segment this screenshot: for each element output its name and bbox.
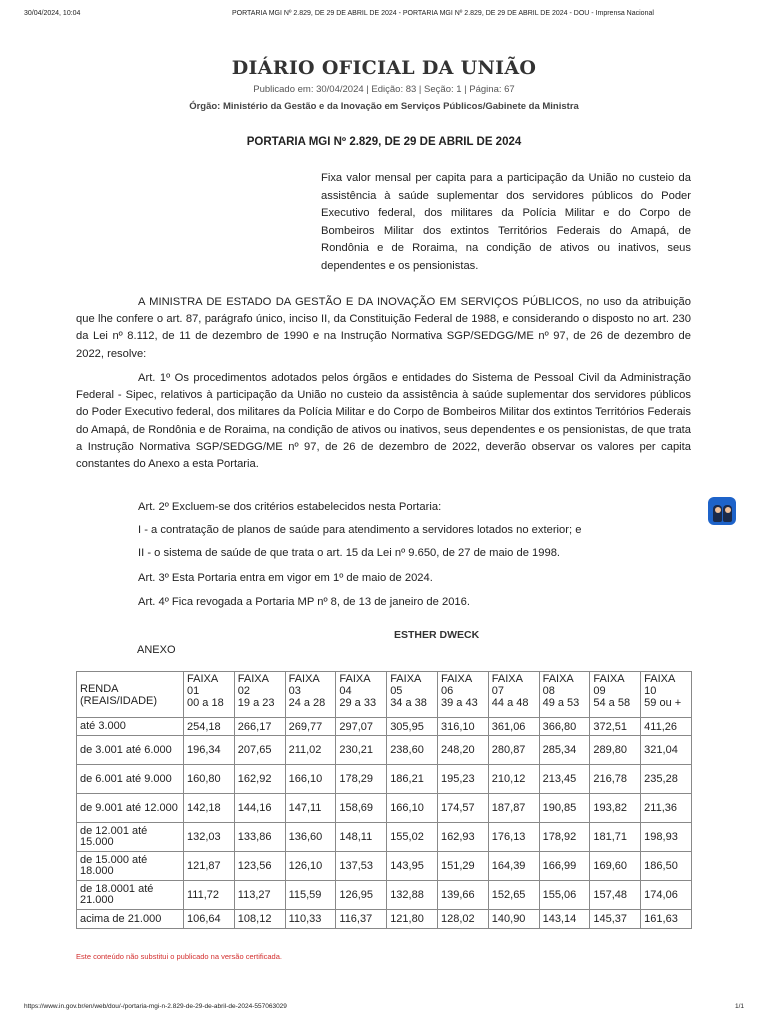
- age-range: 44 a 48: [491, 697, 529, 709]
- value-cell: 297,07: [336, 718, 387, 736]
- value-cell: 132,88: [387, 881, 438, 910]
- print-page-title: PORTARIA MGI Nº 2.829, DE 29 DE ABRIL DE 2024 - PORTARIA MGI Nº 2.829, DE 29 DE ABRIL DE 2024 - DOU - Imprensa Nacional: [232, 10, 654, 17]
- age-range: 34 a 38: [390, 697, 427, 709]
- value-cell: 152,65: [488, 881, 539, 910]
- value-cell: 155,06: [539, 881, 590, 910]
- value-cell: 121,80: [387, 910, 438, 929]
- value-cell: 195,23: [437, 765, 488, 794]
- value-cell: 186,21: [387, 765, 438, 794]
- value-cell: 108,12: [234, 910, 285, 929]
- age-range: 59 ou +: [644, 697, 682, 709]
- value-cell: 110,33: [285, 910, 336, 929]
- value-cell: 106,64: [184, 910, 235, 929]
- value-cell: 305,95: [387, 718, 438, 736]
- value-cell: 210,12: [488, 765, 539, 794]
- value-cell: 151,29: [437, 852, 488, 881]
- value-cell: 174,06: [641, 881, 692, 910]
- value-cell: 248,20: [437, 736, 488, 765]
- value-cell: 133,86: [234, 823, 285, 852]
- print-datetime: 30/04/2024, 10:04: [24, 10, 81, 17]
- value-cell: 235,28: [641, 765, 692, 794]
- faixa-label: FAIXA 02: [237, 673, 269, 697]
- value-cell: 230,21: [336, 736, 387, 765]
- table-row: [77, 910, 692, 929]
- faixa-label: FAIXA 03: [288, 673, 320, 697]
- table-row: [77, 852, 692, 881]
- value-cell: 187,87: [488, 794, 539, 823]
- preamble: A MINISTRA DE ESTADO DA GESTÃO E DA INOVAÇÃO EM SERVIÇOS PÚBLICOS, no uso da atribuição que lhe confere o art. 87, parágrafo único, inciso II, da Constituição Federal de 1988, e considerando o disposto no art. 230 da Lei nº 8.112, de 11 de dezembro de 1990 e na Instrução Normativa SGP/SEDGG/ME nº 97, de 26 de dezembro de 2022, resolve:: [76, 296, 691, 360]
- value-cell: 166,10: [285, 765, 336, 794]
- orgao-label: Órgão:: [189, 101, 221, 112]
- table-header-row: [77, 672, 692, 718]
- page-number: 1/1: [734, 1003, 744, 1010]
- annex-label: ANEXO: [137, 644, 176, 656]
- header-faixa-03: [285, 672, 336, 718]
- value-cell: 145,37: [590, 910, 641, 929]
- value-cell: 181,71: [590, 823, 641, 852]
- certified-version-disclaimer: Este conteúdo não substitui o publicado na versão certificada.: [76, 952, 282, 961]
- value-cell: 147,11: [285, 794, 336, 823]
- value-cell: 162,93: [437, 823, 488, 852]
- value-cell: 366,80: [539, 718, 590, 736]
- value-cell: 186,50: [641, 852, 692, 881]
- faixa-label: FAIXA 01: [187, 673, 218, 697]
- income-range-cell: acima de 21.000: [77, 910, 184, 929]
- faixa-label: FAIXA 07: [491, 673, 523, 697]
- value-cell: 285,34: [539, 736, 590, 765]
- value-cell: 176,13: [488, 823, 539, 852]
- table-row: [77, 718, 692, 736]
- value-cell: 216,78: [590, 765, 641, 794]
- income-range-cell: até 3.000: [77, 718, 184, 736]
- article-4: Art. 4º Fica revogada a Portaria MP nº 8, de 13 de janeiro de 2016.: [138, 596, 470, 608]
- value-cell: 111,72: [184, 881, 235, 910]
- orgao-value: Ministério da Gestão e da Inovação em Serviços Públicos/Gabinete da Ministra: [222, 101, 579, 112]
- value-cell: 254,18: [184, 718, 235, 736]
- age-range: 00 a 18: [187, 697, 224, 709]
- age-range: 29 a 33: [339, 697, 377, 709]
- age-range: 49 a 53: [542, 697, 580, 709]
- value-cell: 116,37: [336, 910, 387, 929]
- avatar-icon: [713, 505, 722, 522]
- value-cell: 139,66: [437, 881, 488, 910]
- value-cell: 142,18: [184, 794, 235, 823]
- signer-name: ESTHER DWECK: [394, 629, 480, 641]
- value-cell: 121,87: [184, 852, 235, 881]
- header-faixa-10: [641, 672, 692, 718]
- value-cell: 158,69: [336, 794, 387, 823]
- table-row: [77, 823, 692, 852]
- table-row: [77, 881, 692, 910]
- value-cell: 136,60: [285, 823, 336, 852]
- header-faixa-07: [488, 672, 539, 718]
- value-cell: 132,03: [184, 823, 235, 852]
- header-faixa-05: [387, 672, 438, 718]
- article-2: Art. 2º Excluem-se dos critérios estabelecidos nesta Portaria:: [138, 501, 442, 513]
- header-faixa-06: [437, 672, 488, 718]
- value-cell: 113,27: [234, 881, 285, 910]
- value-cell: 316,10: [437, 718, 488, 736]
- value-cell: 143,95: [387, 852, 438, 881]
- age-range: 24 a 28: [288, 697, 326, 709]
- value-cell: 144,16: [234, 794, 285, 823]
- act-title: PORTARIA MGI Nº 2.829, DE 29 DE ABRIL DE 2024: [246, 136, 522, 148]
- faixa-label: FAIXA 08: [542, 673, 574, 697]
- annex-table: [76, 671, 692, 929]
- value-cell: 280,87: [488, 736, 539, 765]
- value-cell: 123,56: [234, 852, 285, 881]
- value-cell: 126,95: [336, 881, 387, 910]
- faixa-label: FAIXA 09: [593, 673, 624, 697]
- income-range-cell: de 12.001 até 15.000: [77, 823, 184, 852]
- value-cell: 161,63: [641, 910, 692, 929]
- value-cell: 372,51: [590, 718, 641, 736]
- value-cell: 196,34: [184, 736, 235, 765]
- value-cell: 140,90: [488, 910, 539, 929]
- value-cell: 266,17: [234, 718, 285, 736]
- value-cell: 155,02: [387, 823, 438, 852]
- faixa-label: FAIXA 06: [440, 673, 472, 697]
- value-cell: 166,10: [387, 794, 438, 823]
- value-cell: 411,26: [641, 718, 692, 736]
- value-cell: 321,04: [641, 736, 692, 765]
- value-cell: 207,65: [234, 736, 285, 765]
- value-cell: 162,92: [234, 765, 285, 794]
- value-cell: 361,06: [488, 718, 539, 736]
- age-range: 19 a 23: [237, 697, 275, 709]
- age-range: 54 a 58: [593, 697, 631, 709]
- value-cell: 178,92: [539, 823, 590, 852]
- value-cell: 211,36: [641, 794, 692, 823]
- value-cell: 166,99: [539, 852, 590, 881]
- header-faixa-04: [336, 672, 387, 718]
- article-1: Art. 1º Os procedimentos adotados pelos órgãos e entidades do Sistema de Pessoal Civil da Administração Federal - Sipec, relativos à participação da União no custeio da assistência à saúde suplementar dos servidores públicos do Poder Executivo federal, dos militares da Polícia Militar e do Corpo de Bombeiros Militar dos extintos Territórios Federais do Amapá, de Rondônia e de Roraima, na condição de ativos ou inativos, seus dependentes e os pensionistas, de que trata a Instrução Normativa SGP/SEDGG/ME nº 97, de 26 de dezembro de 2022, deverão observar os valores per capita constantes do Anexo a esta Portaria.: [76, 372, 691, 471]
- value-cell: 143,14: [539, 910, 590, 929]
- income-range-cell: de 3.001 até 6.000: [77, 736, 184, 765]
- publication-meta: Publicado em: 30/04/2024 | Edição: 83 | Seção: 1 | Página: 67: [253, 84, 515, 95]
- value-cell: 164,39: [488, 852, 539, 881]
- value-cell: 213,45: [539, 765, 590, 794]
- value-cell: 238,60: [387, 736, 438, 765]
- page-url: https://www.in.gov.br/en/web/dou/-/portaria-mgi-n-2.829-de-29-de-abril-de-2024-557063029: [24, 1003, 287, 1010]
- article-3: Art. 3º Esta Portaria entra em vigor em 1º de maio de 2024.: [138, 572, 433, 584]
- value-cell: 174,57: [437, 794, 488, 823]
- value-cell: 211,02: [285, 736, 336, 765]
- value-cell: 148,11: [336, 823, 387, 852]
- value-cell: 190,85: [539, 794, 590, 823]
- value-cell: 115,59: [285, 881, 336, 910]
- article-2-inciso-1: I - a contratação de planos de saúde para atendimento a servidores lotados no exterior; e: [138, 524, 582, 536]
- income-range-cell: de 6.001 até 9.000: [77, 765, 184, 794]
- accessibility-widget-button[interactable]: [708, 497, 736, 525]
- header-faixa-01: [184, 672, 235, 718]
- header-faixa-02: [234, 672, 285, 718]
- value-cell: 198,93: [641, 823, 692, 852]
- value-cell: 160,80: [184, 765, 235, 794]
- article-2-inciso-2: II - o sistema de saúde de que trata o art. 15 da Lei nº 9.650, de 27 de maio de 1998.: [138, 547, 561, 559]
- faixa-label: FAIXA 04: [339, 673, 370, 697]
- faixa-label: FAIXA 05: [390, 673, 421, 697]
- value-cell: 137,53: [336, 852, 387, 881]
- value-cell: 289,80: [590, 736, 641, 765]
- value-cell: 128,02: [437, 910, 488, 929]
- avatar-icon: [723, 505, 732, 522]
- faixa-label: FAIXA 10: [644, 673, 675, 697]
- orgao-line: [0, 101, 768, 112]
- value-cell: 169,60: [590, 852, 641, 881]
- table-row: [77, 765, 692, 794]
- income-range-cell: de 18.0001 até 21.000: [77, 881, 184, 910]
- ementa: Fixa valor mensal per capita para a participação da União no custeio da assistência à saúde suplementar dos servidores públicos do Poder Executivo federal, dos militares da Polícia Militar e do Corpo de Bombeiros Militar dos extintos Territórios Federais do Amapá, de Rondônia e de Roraima, na condição de ativos ou inativos, seus dependentes e os pensionistas.: [321, 172, 691, 272]
- income-range-cell: de 15.000 até 18.000: [77, 852, 184, 881]
- value-cell: 126,10: [285, 852, 336, 881]
- value-cell: 193,82: [590, 794, 641, 823]
- masthead: [0, 57, 768, 79]
- value-cell: 269,77: [285, 718, 336, 736]
- journal-title: DIÁRIO OFICIAL DA UNIÃO: [231, 57, 537, 79]
- table-row: [77, 794, 692, 823]
- age-range: 39 a 43: [440, 697, 478, 709]
- income-range-cell: de 9.001 até 12.000: [77, 794, 184, 823]
- table-row: [77, 736, 692, 765]
- header-faixa-09: [590, 672, 641, 718]
- value-cell: 157,48: [590, 881, 641, 910]
- corner-header: RENDA (REAIS/IDADE): [77, 672, 184, 718]
- value-cell: 178,29: [336, 765, 387, 794]
- header-faixa-08: [539, 672, 590, 718]
